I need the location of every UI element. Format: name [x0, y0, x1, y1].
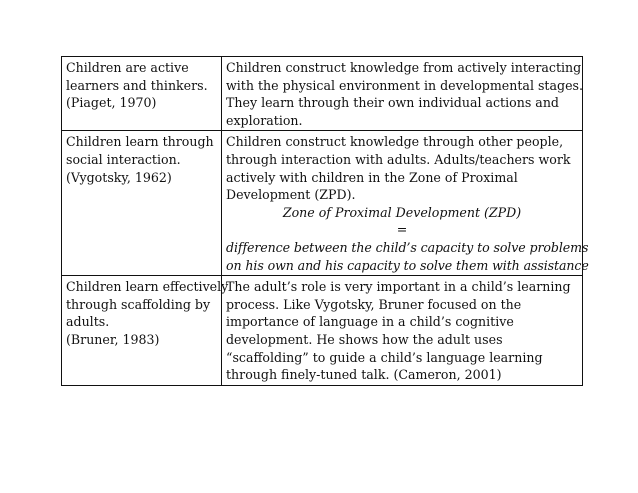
explanation-line: Development (ZPD).	[226, 187, 356, 203]
explanation-line: “scaffolding” to guide a child’s language learning	[226, 349, 543, 365]
citation: (Bruner, 1983)	[66, 331, 160, 347]
zpd-equals-sign: =	[396, 222, 408, 238]
explanation-line: through interaction with adults. Adults/teachers work	[226, 151, 571, 167]
explanation-line: Children construct knowledge through other people,	[226, 134, 564, 150]
citation: (Vygotsky, 1962)	[66, 169, 172, 185]
cell-vygotsky-claim	[62, 131, 222, 276]
claim-line: through scaffolding by	[66, 296, 211, 312]
claim-line: Children learn through	[66, 134, 214, 150]
zpd-definition-line: on his own and his capacity to solve them with assistance	[226, 257, 589, 273]
claim-line: social interaction.	[66, 151, 181, 167]
explanation-line: Children construct knowledge from actively interacting	[226, 60, 582, 75]
explanation-line: They learn through their own individual actions and	[226, 95, 559, 111]
zpd-title: Zone of Proximal Development (ZPD)	[282, 204, 522, 220]
cell-vygotsky-explanation	[222, 131, 589, 276]
table-row-vygotsky	[62, 131, 583, 276]
explanation-line: through finely-tuned talk. (Cameron, 2001)	[226, 367, 502, 383]
cell-piaget-explanation	[222, 57, 583, 131]
table-row-bruner	[62, 276, 583, 386]
claim-line: Children are active	[66, 60, 189, 75]
explanation-line: process. Like Vygotsky, Bruner focused on the	[226, 296, 522, 312]
cell-bruner-claim	[62, 276, 229, 386]
claim-line: adults.	[66, 314, 110, 330]
explanation-line: actively with children in the Zone of Proximal	[226, 169, 518, 185]
explanation-line: with the physical environment in developmental stages.	[226, 77, 583, 93]
explanation-line: development. He shows how the adult uses	[226, 331, 503, 347]
theories-table	[61, 56, 589, 386]
explanation-line: The adult’s role is very important in a child’s learning	[226, 279, 571, 295]
claim-line: Children learn effectively	[66, 279, 229, 295]
table-row-piaget	[62, 57, 583, 131]
explanation-line: importance of language in a child’s cognitive	[226, 314, 514, 330]
zpd-definition-line: difference between the child’s capacity to solve problems	[226, 239, 589, 255]
citation: (Piaget, 1970)	[66, 95, 157, 111]
cell-piaget-claim	[62, 57, 222, 131]
claim-line: learners and thinkers.	[66, 77, 208, 93]
cell-bruner-explanation	[222, 276, 583, 386]
explanation-line: exploration.	[226, 112, 303, 128]
